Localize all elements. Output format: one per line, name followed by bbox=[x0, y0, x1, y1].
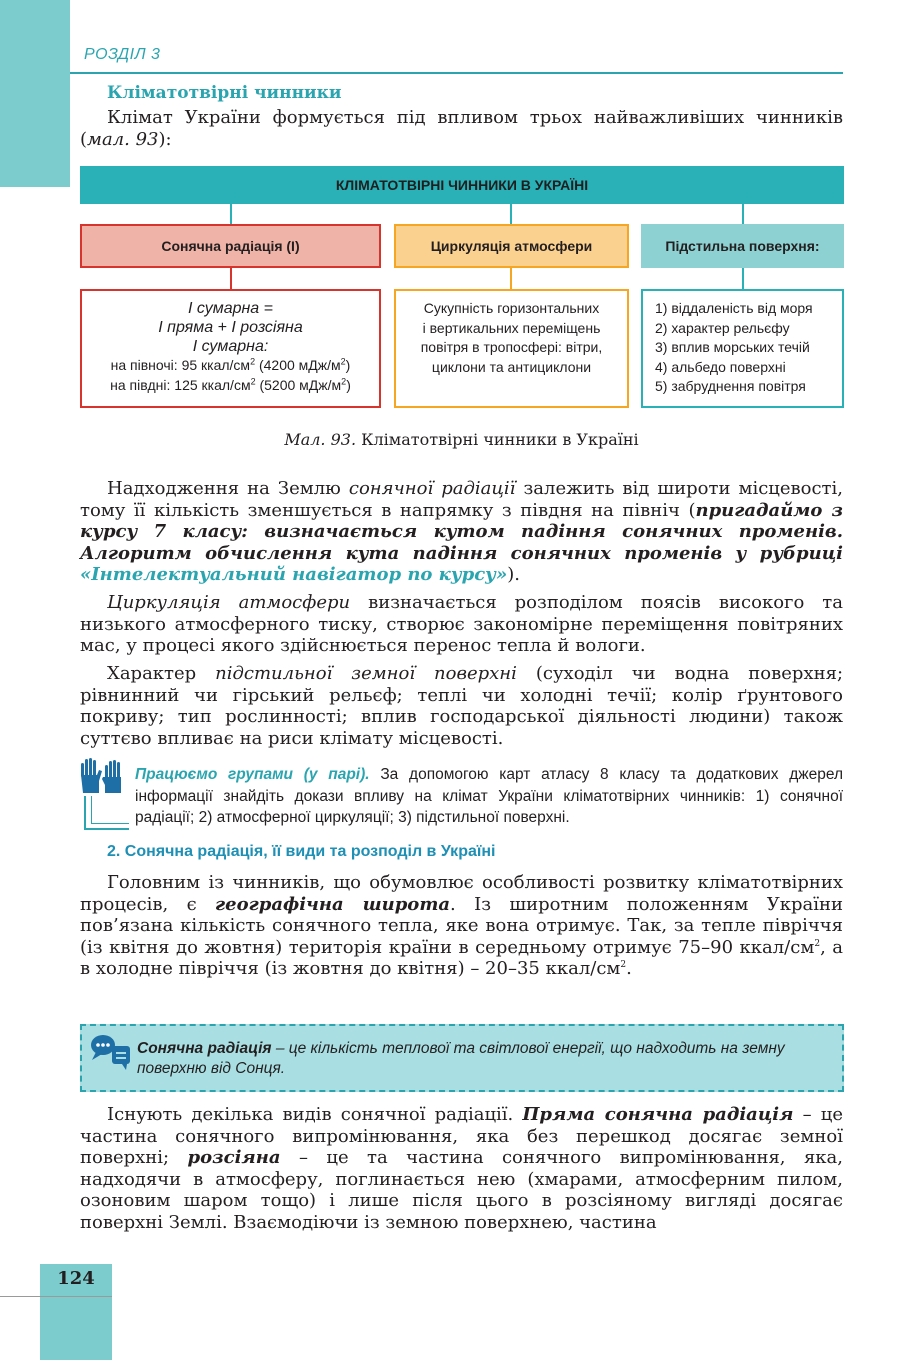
header-rule bbox=[70, 72, 843, 74]
raised-hands-icon bbox=[79, 757, 123, 797]
page-corner-tab bbox=[0, 0, 70, 187]
decor-line bbox=[91, 796, 92, 824]
navigator-link[interactable]: «Інтелектуальний навігатор по курсу» bbox=[80, 564, 508, 585]
paragraph-surface: Характер підстильної земної поверхні (суходіл чи водна поверхня; рівнинний чи гірський рельєф; теплі чи холодні течії; колір ґрунтового покриву; тип рослинності; вплив господарської діяльності людини) також суттєво впливає на риси клімату місцевості. bbox=[80, 663, 844, 749]
intro-paragraph: Клімат України формується під впливом трьох найважливіших чинників (мал. 93): bbox=[80, 107, 843, 150]
south-value: на півдні: 125 ккал/$см^2$ (5200 мДж/$м^2$) bbox=[110, 375, 351, 393]
box-line: Сукупність горизонтальних bbox=[423, 300, 600, 316]
decor-line bbox=[84, 796, 86, 830]
list-item: 1) віддаленість від моря bbox=[655, 300, 813, 316]
list-item: 4) альбедо поверхні bbox=[655, 358, 786, 375]
group-work-title: Працюємо групами (у парі). bbox=[135, 766, 370, 783]
solar-radiation-box bbox=[80, 289, 381, 408]
atmospheric-circulation-header: Циркуляція атмосфери bbox=[394, 224, 629, 268]
list-item: 5) забруднення повітря bbox=[655, 378, 806, 394]
group-work-task: Працюємо групами (у парі). За допомогою карт атласу 8 класу та додаткових джерел інформації знайдіть докази впливу на клімат України кліматотвірних чинників: 1) сонячної радіації; 2) атмосферної циркуляції; 3) підстильної поверхні. bbox=[135, 766, 843, 826]
subheading-solar-radiation: 2. Сонячна радіація, її види та розподіл в Україні bbox=[107, 843, 496, 860]
connector-line bbox=[510, 204, 512, 224]
underlying-surface-box bbox=[641, 289, 844, 408]
paragraph-radiation-types: Існують декілька видів сонячної радіації. Пряма сонячна радіація – це частина сонячного випромінювання, яка без перешкод досягає земної поверхні; розсіяна – це та частина сонячного випромінювання, яка, надходячи в атмосферу, поглинається нею (хмарами, атмосферним пилом, озоновим шаром тощо) і лише після цього в розсіяному вигляді досягає поверхні Землі. Взаємодіючи із земною поверхнею, частина bbox=[80, 1104, 844, 1233]
underlying-surface-header: Підстильна поверхня: bbox=[641, 224, 844, 268]
footer-rule bbox=[0, 1296, 112, 1297]
decor-line bbox=[91, 823, 129, 824]
connector-line bbox=[230, 204, 232, 224]
subheading-climate-factors: Кліматотвірні чинники bbox=[107, 83, 342, 103]
list-item: 2) характер рельєфу bbox=[655, 319, 790, 336]
definition-text: Сонячна радіація – це кількість теплової та світлової енергії, що надходить на земну поверхню від Сонця. bbox=[137, 1040, 785, 1077]
connector-line bbox=[742, 204, 744, 224]
page-number: 124 bbox=[57, 1268, 95, 1289]
speech-bubble-icon bbox=[90, 1032, 132, 1072]
formula-line: I пряма + I розсіяна bbox=[158, 319, 303, 336]
paragraph-circulation: Циркуляція атмосфери визначається розподілом поясів високого та низького атмосферного тиску, створює закономірне переміщення повітряних мас, у процесі якого здійснюється перенос тепла й вологи. bbox=[80, 592, 843, 656]
figure-reference: мал. 93 bbox=[87, 128, 159, 150]
paragraph-latitude: Головним із чинників, що обумовлює особливості розвитку кліматотвірних процесів, є географічна широта. Із широтним положенням України пов’язана кількість сонячного тепла, яке вона отримує. Так, за тепле півріччя (із квітня до жовтня) територія країни в середньому отримує 75–90 ккал/$см^2$, а в холодне півріччя (із жовтня до квітня) – 20–35 ккал/$см^2$. bbox=[80, 872, 843, 979]
decor-line bbox=[84, 828, 129, 830]
section-label: РОЗДІЛ 3 bbox=[84, 46, 161, 63]
diagram-title: КЛІМАТОТВІРНІ ЧИННИКИ В УКРАЇНІ bbox=[80, 166, 844, 204]
atmospheric-circulation-box bbox=[394, 289, 629, 408]
list-item: 3) вплив морських течій bbox=[655, 339, 810, 355]
definition-term: Сонячна радіація bbox=[137, 1040, 272, 1057]
box-line: повітря в тропосфері: вітри, bbox=[420, 339, 603, 355]
figure-caption: Мал. 93. Кліматотвірні чинники в Україні bbox=[284, 430, 639, 449]
formula-line: I сумарна: bbox=[192, 338, 269, 355]
connector-line bbox=[510, 268, 512, 289]
north-value: на півночі: 95 ккал/$см^2$ (4200 мДж/$м^2$) bbox=[110, 356, 351, 373]
connector-line bbox=[230, 268, 232, 289]
solar-radiation-header: Сонячна радіація (I) bbox=[80, 224, 381, 268]
connector-line bbox=[742, 268, 744, 289]
box-line: циклони та антициклони bbox=[431, 358, 592, 375]
box-line: і вертикальних переміщень bbox=[422, 319, 601, 336]
formula-line: I сумарна = bbox=[188, 300, 273, 317]
paragraph-solar: Надходження на Землю сонячної радіації залежить від широти місцевості, тому її кількість зменшується в напрямку з півдня на північ (пригадаймо з курсу 7 класу: визначається кутом падіння сонячних променів. Алгоритм обчислення кута падіння сонячних променів у рубриці «Інтелектуальний навігатор по курсу»). bbox=[80, 478, 843, 585]
